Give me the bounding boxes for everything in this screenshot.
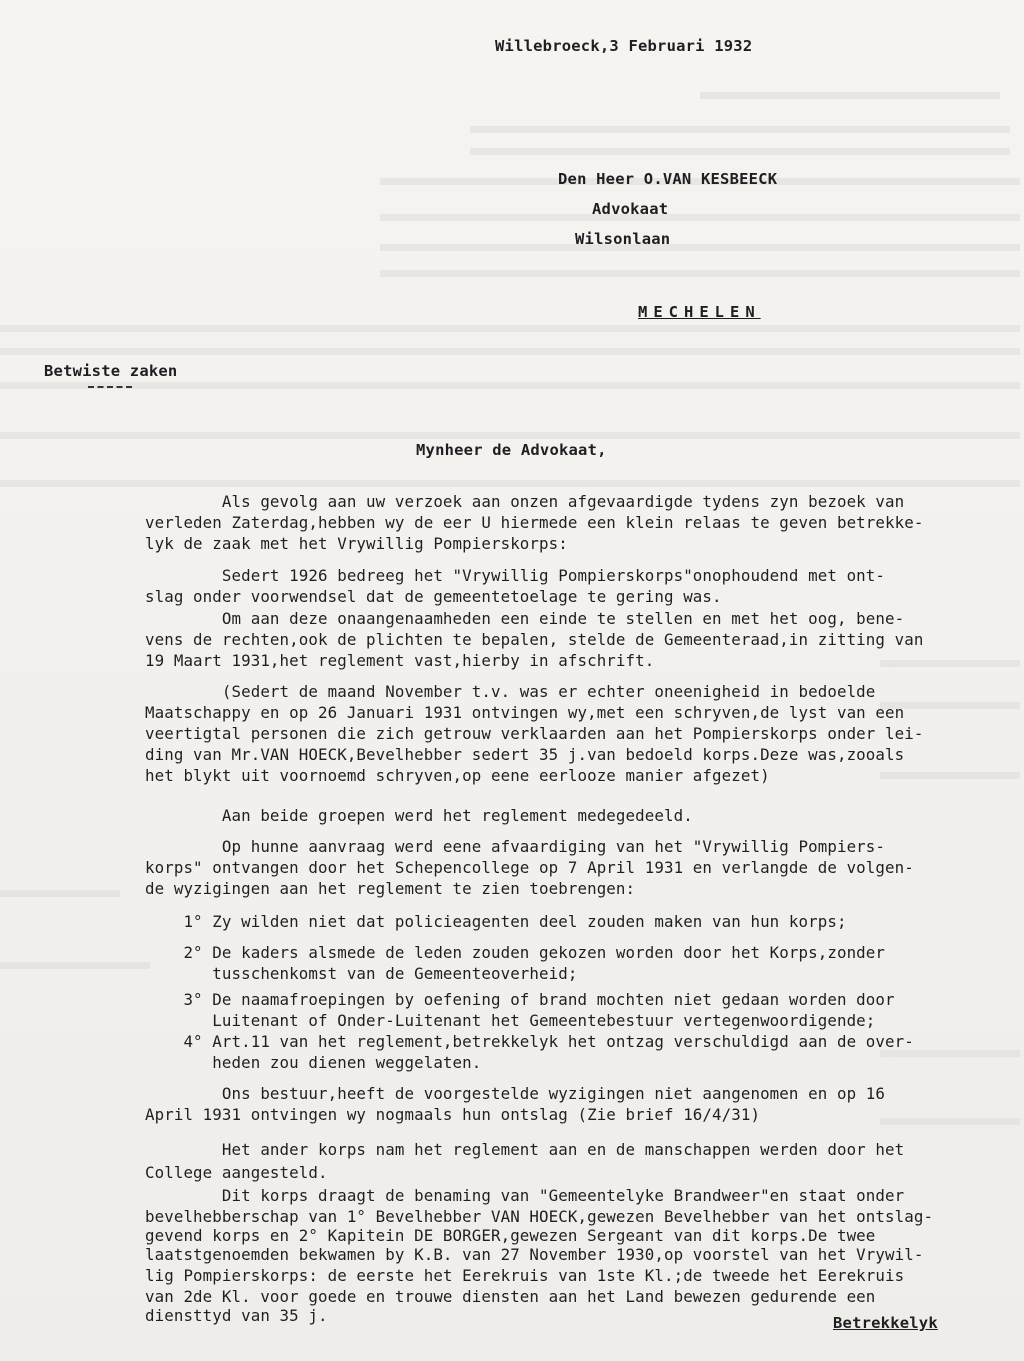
recipient-name: Den Heer O.VAN KESBEECK (558, 170, 778, 188)
body-line: Maatschappy en op 26 Januari 1931 ontvingen wy,met een schryven,de lyst van een (145, 703, 905, 722)
recipient-city: MECHELEN (638, 303, 761, 321)
body-line: Als gevolg aan uw verzoek aan onzen afgevaardigde tydens zyn bezoek van (145, 492, 905, 511)
subject-line: Betwiste zaken (44, 362, 178, 380)
recipient-street: Wilsonlaan (575, 230, 671, 248)
body-line: Aan beide groepen werd het reglement medegedeeld. (145, 806, 693, 825)
subject-underline (88, 386, 132, 388)
body-line: verleden Zaterdag,hebben wy de eer U hiermede een klein relaas te geven betrekke- (145, 513, 924, 532)
body-line: Luitenant of Onder-Luitenant het Gemeentebestuur vertegenwoordigende; (145, 1011, 876, 1030)
letter-date: Willebroeck,3 Februari 1932 (495, 37, 753, 55)
body-line: heden zou dienen weggelaten. (145, 1053, 482, 1072)
body-line: 3° De naamafroepingen by oefening of brand mochten niet gedaan worden door (145, 990, 895, 1009)
body-line: de wyzigingen aan het reglement te zien toebrengen: (145, 879, 636, 898)
body-line: ding van Mr.VAN HOECK,Bevelhebber sedert 35 j.van bedoeld korps.Deze was,zooals (145, 745, 905, 764)
body-line: tusschenkomst van de Gemeenteoverheid; (145, 964, 578, 983)
body-line: slag onder voorwendsel dat de gemeentetoelage te gering was. (145, 587, 722, 606)
continuation-word: Betrekkelyk (833, 1314, 938, 1332)
body-line: 19 Maart 1931,het reglement vast,hierby in afschrift. (145, 651, 655, 670)
body-line: lyk de zaak met het Vrywillig Pompierskorps: (145, 534, 568, 553)
body-line: Ons bestuur,heeft de voorgestelde wyzigingen niet aangenomen en op 16 (145, 1084, 886, 1103)
body-line: 2° De kaders alsmede de leden zouden gekozen worden door het Korps,zonder (145, 943, 886, 962)
body-line: Sedert 1926 bedreeg het "Vrywillig Pompierskorps"onophoudend met ont- (145, 566, 886, 585)
body-line: Het ander korps nam het reglement aan en de manschappen werden door het (145, 1140, 905, 1159)
body-line: het blykt uit voornoemd schryven,op eene eerlooze manier afgezet) (145, 766, 770, 785)
body-line: korps" ontvangen door het Schepencollege op 7 April 1931 en verlangde de volgen- (145, 858, 914, 877)
body-line: Dit korps draagt de benaming van "Gemeentelyke Brandweer"en staat onder (145, 1186, 905, 1205)
body-line: Om aan deze onaangenaamheden een einde te stellen en met het oog, bene- (145, 609, 905, 628)
body-line: College aangesteld. (145, 1163, 328, 1182)
body-line: bevelhebberschap van 1° Bevelhebber VAN HOECK,gewezen Bevelhebber van het ontslag- (145, 1207, 934, 1226)
body-line: laatstgenoemden bekwamen by K.B. van 27 November 1930,op voorstel van het Vrywil- (145, 1245, 924, 1264)
body-line: 4° Art.11 van het reglement,betrekkelyk het ontzag verschuldigd aan de over- (145, 1032, 914, 1051)
body-line: lig Pompierskorps: de eerste het Eerekruis van 1ste Kl.;de tweede het Eerekruis (145, 1266, 905, 1285)
recipient-title: Advokaat (592, 200, 669, 218)
body-line: vens de rechten,ook de plichten te bepalen, stelde de Gemeenteraad,in zitting van (145, 630, 924, 649)
body-line: diensttyd van 35 j. (145, 1306, 328, 1325)
body-line: van 2de Kl. voor goede en trouwe diensten aan het Land bewezen gedurende een (145, 1287, 876, 1306)
body-line: April 1931 ontvingen wy nogmaals hun ontslag (Zie brief 16/4/31) (145, 1105, 761, 1124)
salutation: Mynheer de Advokaat, (416, 441, 607, 459)
body-line: 1° Zy wilden niet dat policieagenten deel zouden maken van hun korps; (145, 912, 847, 931)
body-line: (Sedert de maand November t.v. was er echter oneenigheid in bedoelde (145, 682, 876, 701)
body-line: veertigtal personen die zich getrouw verklaarden aan het Pompierskorps onder lei- (145, 724, 924, 743)
body-line: Op hunne aanvraag werd eene afvaardiging van het "Vrywillig Pompiers- (145, 837, 886, 856)
body-line: gevend korps en 2° Kapitein DE BORGER,gewezen Sergeant van dit korps.De twee (145, 1226, 876, 1245)
